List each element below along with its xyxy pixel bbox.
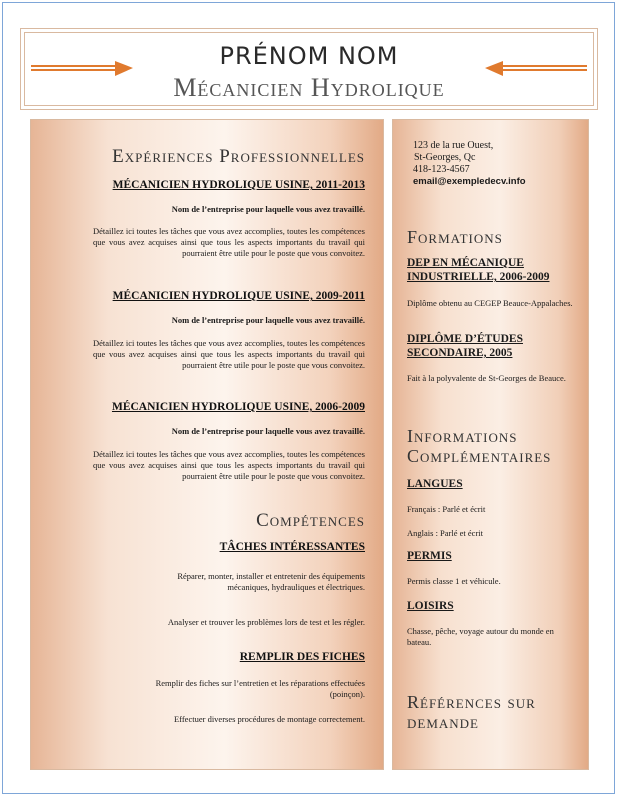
- left-column: [30, 119, 384, 770]
- job-title: Mécanicien Hydrolique: [173, 73, 445, 102]
- experience-company-1: Nom de l’entreprise pour laquelle vous avez travaillé.: [171, 204, 365, 214]
- arrow-left-icon: [485, 61, 587, 77]
- experience-description-2: Détaillez ici toutes les tâches que vous avez accomplies, toutes les compétences que vous avez acquises ainsi que tous les aspects importants du travail qui pourraient être utile pour le poste que vous convoitez.: [93, 338, 365, 370]
- hobbies-text: Chasse, pêche, voyage autour du monde en bateau.: [407, 626, 554, 647]
- experience-position-3: MÉCANICIEN HYDROLIQUE USINE, 2006-2009: [111, 401, 365, 413]
- experience-position-1: MÉCANICIEN HYDROLIQUE USINE, 2011-2013: [112, 179, 365, 191]
- education-degree-1: DEP EN MÉCANIQUE INDUSTRIELLE, 2006-2009: [407, 257, 550, 283]
- education-description-1: Diplôme obtenu au CEGEP Beauce-Appalaches.: [407, 298, 573, 308]
- skills-section-title: Compétences: [256, 510, 365, 531]
- experience-description-3: Détaillez ici toutes les tâches que vous avez accomplies, toutes les compétences que vous avez acquises ainsi que tous les aspects importants du travail qui pourraient être utile pour le poste que vous convoitez.: [93, 449, 365, 481]
- experience-company-3: Nom de l’entreprise pour laquelle vous avez travaillé.: [171, 426, 365, 436]
- skill-item: Réparer, monter, installer et entretenir des équipements mécaniques, hydrauliques et électriques.: [177, 571, 365, 592]
- skills-group-heading-1: TÂCHES INTÉRESSANTES: [219, 541, 365, 553]
- contact-city: St-Georges, Qc: [414, 152, 476, 163]
- candidate-name: PRÉNOM NOM: [219, 42, 399, 70]
- right-column: [392, 119, 589, 770]
- contact-address: 123 de la rue Ouest,: [413, 140, 494, 151]
- header-box: [20, 28, 598, 110]
- skill-item: Analyser et trouver les problèmes lors de test et les régler.: [167, 617, 365, 627]
- additional-section-title: Informations Complémentaires: [407, 426, 552, 466]
- experience-description-1: Détaillez ici toutes les tâches que vous avez accomplies, toutes les compétences que vous avez acquises ainsi que tous les aspects importants du travail qui pourraient être utile pour le poste que vous convoitez.: [93, 226, 365, 258]
- education-description-2: Fait à la polyvalente de St-Georges de Beauce.: [407, 373, 566, 383]
- hobbies-heading: LOISIRS: [407, 600, 454, 612]
- contact-block: [413, 140, 526, 188]
- languages-heading: LANGUES: [407, 478, 463, 490]
- permit-text: Permis classe 1 et véhicule.: [407, 576, 501, 586]
- language-item: Anglais : Parlé et écrit: [407, 528, 484, 538]
- arrow-right-icon: [31, 61, 133, 77]
- education-section-title: Formations: [407, 227, 503, 247]
- education-degree-2: DIPLÔME D’ÉTUDES SECONDAIRE, 2005: [407, 333, 523, 359]
- language-item: Français : Parlé et écrit: [407, 504, 486, 514]
- contact-email[interactable]: email@exempledecv.info: [413, 176, 526, 187]
- contact-phone: 418-123-4567: [413, 164, 470, 175]
- skills-group-heading-2: REMPLIR DES FICHES: [239, 651, 365, 663]
- experience-section-title: Expériences Professionnelles: [112, 146, 365, 167]
- permits-heading: PERMIS: [407, 550, 452, 562]
- experience-company-2: Nom de l’entreprise pour laquelle vous avez travaillé.: [171, 315, 365, 325]
- references-section-title: Références sur demande: [407, 692, 536, 732]
- skill-item: Effectuer diverses procédures de montage correctement.: [173, 714, 365, 724]
- experience-position-2: MÉCANICIEN HYDROLIQUE USINE, 2009-2011: [112, 290, 365, 302]
- skill-item: Remplir des fiches sur l’entretien et les réparations effectuées (poinçon).: [155, 678, 365, 699]
